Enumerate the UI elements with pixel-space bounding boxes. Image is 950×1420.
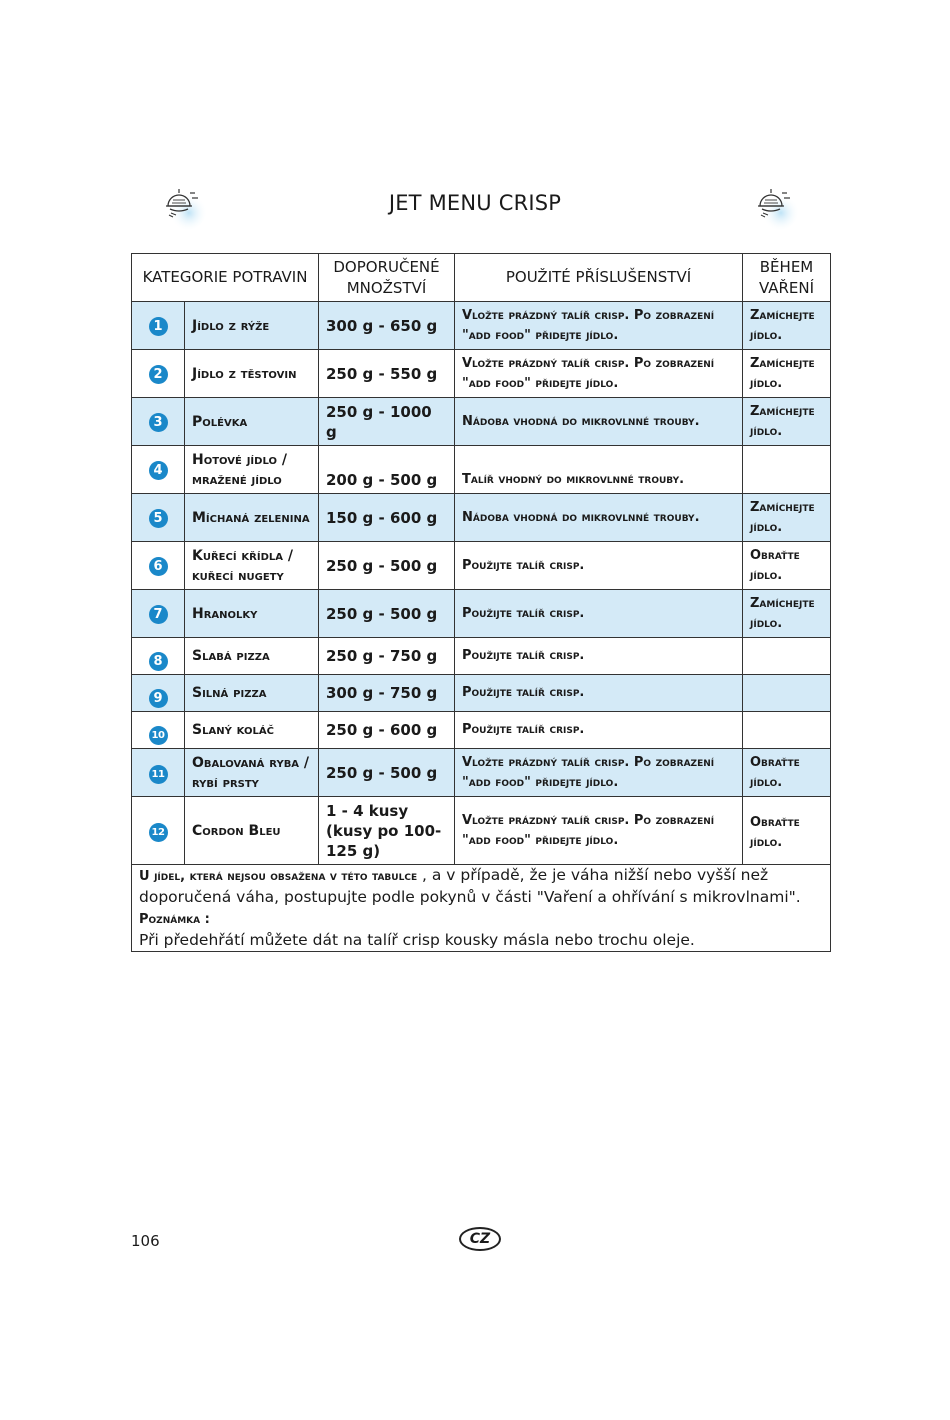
table-row (132, 675, 831, 712)
food-category: Obalovaná ryba / rybí prsty (185, 749, 319, 797)
row-number-badge: 1 (149, 317, 168, 336)
accessory: Vložte prázdný talíř crisp. Po zobrazení "add food" přidejte jídlo. (455, 350, 743, 398)
accessory: Použijte talíř crisp. (455, 638, 743, 675)
recommended-quantity: 150 g - 600 g (319, 494, 455, 542)
table-row (132, 494, 831, 542)
during-cooking: Zamíchejte jídlo. (743, 350, 831, 398)
footer-note (132, 865, 831, 952)
row-number-badge: 12 (149, 823, 168, 842)
accessory: Vložte prázdný talíř crisp. Po zobrazení "add food" přidejte jídlo. (455, 749, 743, 797)
food-category: Silná pizza (185, 675, 319, 712)
during-cooking: Zamíchejte jídlo. (743, 398, 831, 446)
language-badge: CZ (459, 1227, 501, 1251)
during-cooking (743, 446, 831, 494)
food-category: Slabá pizza (185, 638, 319, 675)
jet-menu-table (131, 253, 831, 952)
footer-text: , a v případě, že je váha nižší nebo vyšší než doporučená váha, postupujte podle pokynů v části "Vaření a ohřívání s mikrovlnami". (139, 866, 801, 906)
table-row (132, 590, 831, 638)
accessory: Použijte talíř crisp. (455, 590, 743, 638)
recommended-quantity: 250 g - 500 g (319, 749, 455, 797)
row-number-badge: 11 (149, 765, 168, 784)
food-category: Slaný koláč (185, 712, 319, 749)
column-header-during: BĚHEM VAŘENÍ (743, 254, 831, 302)
accessory: Talíř vhodný do mikrovlnné trouby. (455, 446, 743, 494)
recommended-quantity: 250 g - 500 g (319, 542, 455, 590)
food-category: Polévka (185, 398, 319, 446)
food-category: Hotové jídlo / mražené jídlo (185, 446, 319, 494)
note-text: Při předehřátí můžete dát na talíř crisp kousky másla nebo trochu oleje. (139, 931, 695, 949)
table-row (132, 638, 831, 675)
row-number-badge: 9 (149, 689, 168, 708)
table-header-row (132, 254, 831, 302)
footer-lead: U jídel, která nejsou obsažena v této tabulce (139, 869, 418, 884)
table-footer-row (132, 865, 831, 952)
recommended-quantity: 300 g - 750 g (319, 675, 455, 712)
accessory: Použijte talíř crisp. (455, 675, 743, 712)
recommended-quantity: 1 - 4 kusy (kusy po 100-125 g) (319, 797, 455, 865)
recommended-quantity: 200 g - 500 g (319, 446, 455, 494)
during-cooking: Obraťte jídlo. (743, 797, 831, 865)
food-category: Jídlo z rýže (185, 302, 319, 350)
table-row (132, 712, 831, 749)
during-cooking (743, 675, 831, 712)
row-number-badge: 5 (149, 509, 168, 528)
accessory: Nádoba vhodná do mikrovlnné trouby. (455, 494, 743, 542)
row-number-badge: 4 (149, 461, 168, 480)
during-cooking: Obraťte jídlo. (743, 749, 831, 797)
during-cooking: Zamíchejte jídlo. (743, 590, 831, 638)
row-number-badge: 3 (149, 413, 168, 432)
table-row (132, 302, 831, 350)
accessory: Vložte prázdný talíř crisp. Po zobrazení "add food" přidejte jídlo. (455, 797, 743, 865)
accessory: Vložte prázdný talíř crisp. Po zobrazení "add food" přidejte jídlo. (455, 302, 743, 350)
during-cooking: Zamíchejte jídlo. (743, 302, 831, 350)
during-cooking: Obraťte jídlo. (743, 542, 831, 590)
page-number: 106 (131, 1232, 160, 1250)
during-cooking: Zamíchejte jídlo. (743, 494, 831, 542)
table-row (132, 542, 831, 590)
row-number-badge: 7 (149, 605, 168, 624)
table-row (132, 797, 831, 865)
food-category: Kuřecí křídla / kuřecí nugety (185, 542, 319, 590)
table-row (132, 446, 831, 494)
table-row (132, 350, 831, 398)
table-row (132, 749, 831, 797)
during-cooking (743, 712, 831, 749)
accessory: Nádoba vhodná do mikrovlnné trouby. (455, 398, 743, 446)
recommended-quantity: 250 g - 750 g (319, 638, 455, 675)
recommended-quantity: 250 g - 550 g (319, 350, 455, 398)
food-category: Jídlo z těstovin (185, 350, 319, 398)
column-header-accessory: POUŽITÉ PŘÍSLUŠENSTVÍ (455, 254, 743, 302)
food-category: Míchaná zelenina (185, 494, 319, 542)
column-header-quantity: DOPORUČENÉ MNOŽSTVÍ (319, 254, 455, 302)
row-number-badge: 10 (149, 726, 168, 745)
table-row (132, 398, 831, 446)
column-header-category: KATEGORIE POTRAVIN (132, 254, 319, 302)
food-category: Hranolky (185, 590, 319, 638)
row-number-badge: 8 (149, 652, 168, 671)
note-label: Poznámka : (139, 912, 210, 927)
recommended-quantity: 300 g - 650 g (319, 302, 455, 350)
during-cooking (743, 638, 831, 675)
accessory: Použijte talíř crisp. (455, 712, 743, 749)
page-title: JET MENU CRISP (388, 191, 562, 215)
accessory: Použijte talíř crisp. (455, 542, 743, 590)
recommended-quantity: 250 g - 1000 g (319, 398, 455, 446)
row-number-badge: 6 (149, 557, 168, 576)
recommended-quantity: 250 g - 600 g (319, 712, 455, 749)
recommended-quantity: 250 g - 500 g (319, 590, 455, 638)
row-number-badge: 2 (149, 365, 168, 384)
food-category: Cordon Bleu (185, 797, 319, 865)
jet-crisp-icon (752, 184, 800, 230)
